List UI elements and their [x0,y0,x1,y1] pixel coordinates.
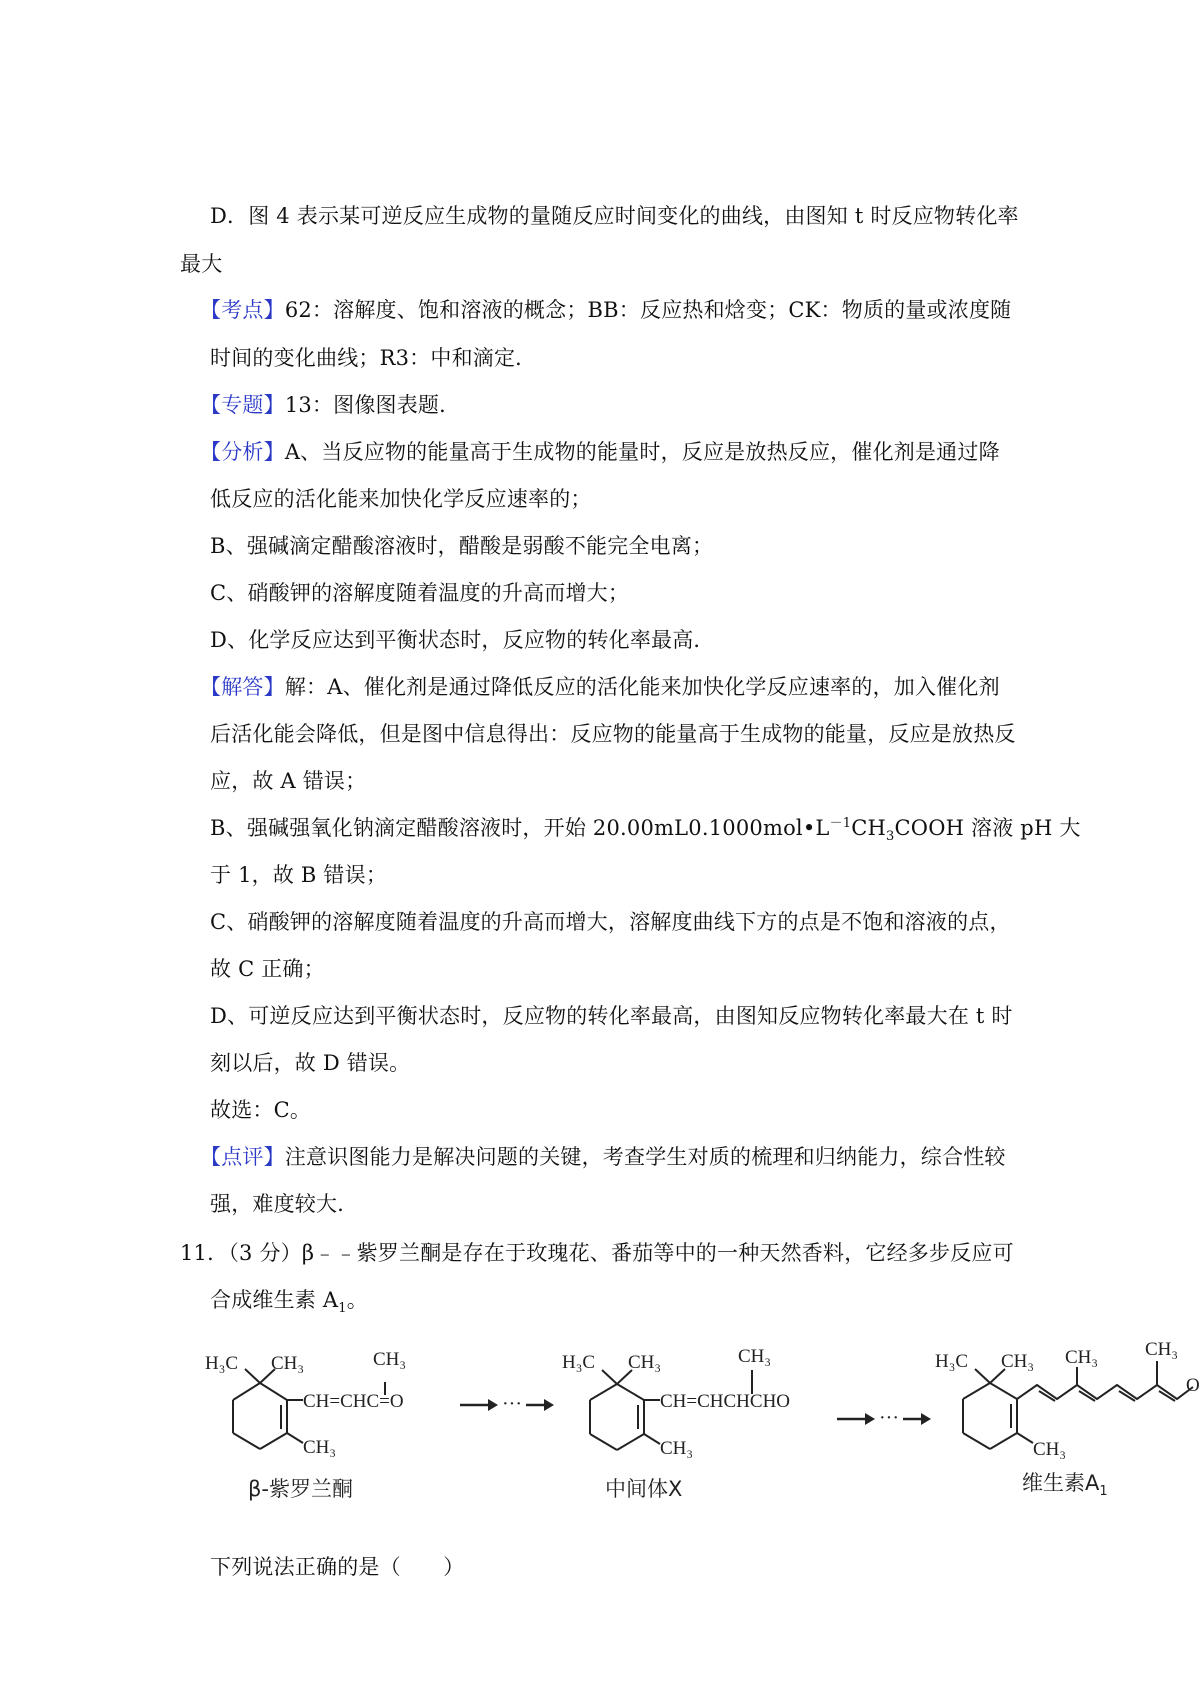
fenxi-tag: 【分析】 [200,440,285,464]
mol3-ch3-mid-label: CH₃ [1065,1347,1099,1368]
vitamin-a1-caption [1022,1467,1108,1500]
dianping-line-1 [200,1147,1006,1168]
question-11-line-2 [210,1288,368,1317]
mol1-ch3-top-label: CH₃ [271,1353,305,1374]
jieda-line-2: 后活化能会降低，但是图中信息得出：反应物的能量高于生成物的能量，反应是放热反 [210,722,1016,746]
reaction-arrow-1 [458,1393,558,1417]
arrow-2-dots: ··· [879,1407,899,1429]
zhuanti-line [200,395,460,416]
jieda-line-6: C、硝酸钾的溶解度随着温度的升高而增大，溶解度曲线下方的点是不饱和溶液的点， [210,910,1011,934]
mol3-o-label: O [1186,1375,1200,1396]
mol2-ch3-bottom-label: CH₃ [660,1438,694,1459]
zhuanti-tag: 【专题】 [200,393,285,417]
mol1-chain-label: CH=CHC=O [303,1391,404,1412]
jieda-line-7: 故 C 正确； [210,957,325,981]
jieda-4b: CH [851,816,887,840]
d-option-line-1: D．图 4 表示某可逆反应生成物的量随反应时间变化的曲线，由图知 t 时反应物转化率 [210,204,1019,228]
vitamin-a1-caption-text: 维生素A [1022,1471,1100,1495]
dianping-line-2: 强，难度较大． [210,1192,359,1216]
intermediate-x-structure [562,1342,832,1487]
mol2-ch3-top-label: CH₃ [628,1352,662,1373]
jieda-4-sub: 3 [886,829,895,845]
fenxi-line-2: 低反应的活化能来加快化学反应速率的； [210,487,592,511]
mol3-ch3-top-label: CH₃ [1001,1351,1035,1372]
mol2-chain-label: CH=CHCHCHO [660,1391,791,1412]
fenxi-line-5: D、化学反应达到平衡状态时，反应物的转化率最高． [210,628,715,652]
mol3-h3c-label: H₃C [935,1351,969,1372]
kaodian-line-1 [200,300,1011,321]
beta-ionone-caption: β-紫罗兰酮 [248,1477,353,1501]
dianping-text: 注意识图能力是解决问题的关键，考查学生对质的梳理和归纳能力，综合性较 [284,1145,1006,1169]
mol2-ch3-branch-label: CH₃ [738,1346,772,1367]
fenxi-text: A、当反应物的能量高于生成物的能量时，反应是放热反应，催化剂是通过降 [284,440,1000,464]
intermediate-x-caption: 中间体X [605,1477,683,1501]
jieda-line-9: 刻以后，故 D 错误。 [210,1051,411,1075]
jieda-line-4 [210,816,1081,845]
mol3-ch3-bottom-label: CH₃ [1033,1439,1067,1460]
fenxi-line-1 [200,442,1000,463]
mol1-ch3-bottom-label: CH₃ [303,1437,337,1458]
jieda-text: 解：A、催化剂是通过降低反应的活化能来加快化学反应速率的，加入催化剂 [284,675,1000,699]
fenxi-line-4: C、硝酸钾的溶解度随着温度的升高而增大； [210,581,630,605]
kaodian-tag: 【考点】 [200,298,285,322]
question-11-line-1: 11．（3 分）β﹣﹣紫罗兰酮是存在于玫瑰花、番茄等中的一种天然香料，它经多步反应可 [180,1241,1014,1265]
mol3-ch3-right-label: CH₃ [1145,1339,1179,1360]
jieda-4-sup: －1 [829,816,852,831]
zhuanti-text: 13：图像图表题． [284,393,461,417]
question-11-prompt: 下列说法正确的是（ ） [210,1555,465,1579]
mol1-h3c-label: H₃C [205,1353,239,1374]
mol2-h3c-label: H₃C [562,1352,596,1373]
jieda-line-3: 应，故 A 错误； [210,769,367,793]
jieda-line-8: D、可逆反应达到平衡状态时，反应物的转化率最高，由图知反应物转化率最大在 t 时 [210,1004,1013,1028]
q11-2a: 合成维生素 A [210,1288,339,1312]
kaodian-line-2: 时间的变化曲线；R3：中和滴定． [210,346,537,370]
q11-2-sub: 1 [338,1301,347,1317]
jieda-line-10: 故选：C。 [210,1098,312,1122]
beta-ionone-structure [205,1345,450,1485]
jieda-4c: COOH 溶液 pH 大 [894,816,1081,840]
arrow-1-dots: ··· [502,1393,522,1415]
fenxi-line-3: B、强碱滴定醋酸溶液时，醋酸是弱酸不能完全电离； [210,534,714,558]
reaction-arrow-2 [835,1407,935,1431]
vitamin-a1-caption-sub: 1 [1099,1484,1108,1500]
dianping-tag: 【点评】 [200,1145,285,1169]
d-option-line-2: 最大 [180,252,223,276]
jieda-4a: B、强碱强氧化钠滴定醋酸溶液时，开始 20.00mL0.1000mol•L [210,816,830,840]
kaodian-text: 62：溶解度、饱和溶液的概念；BB：反应热和焓变；CK：物质的量或浓度随 [284,298,1012,322]
mol1-ch3-ketone-label: CH₃ [373,1349,407,1370]
vitamin-a1-structure [935,1335,1200,1485]
jieda-tag: 【解答】 [200,675,285,699]
jieda-line-1 [200,677,1000,698]
jieda-line-5: 于 1，故 B 错误； [210,863,388,887]
q11-2b: 。 [346,1288,368,1312]
